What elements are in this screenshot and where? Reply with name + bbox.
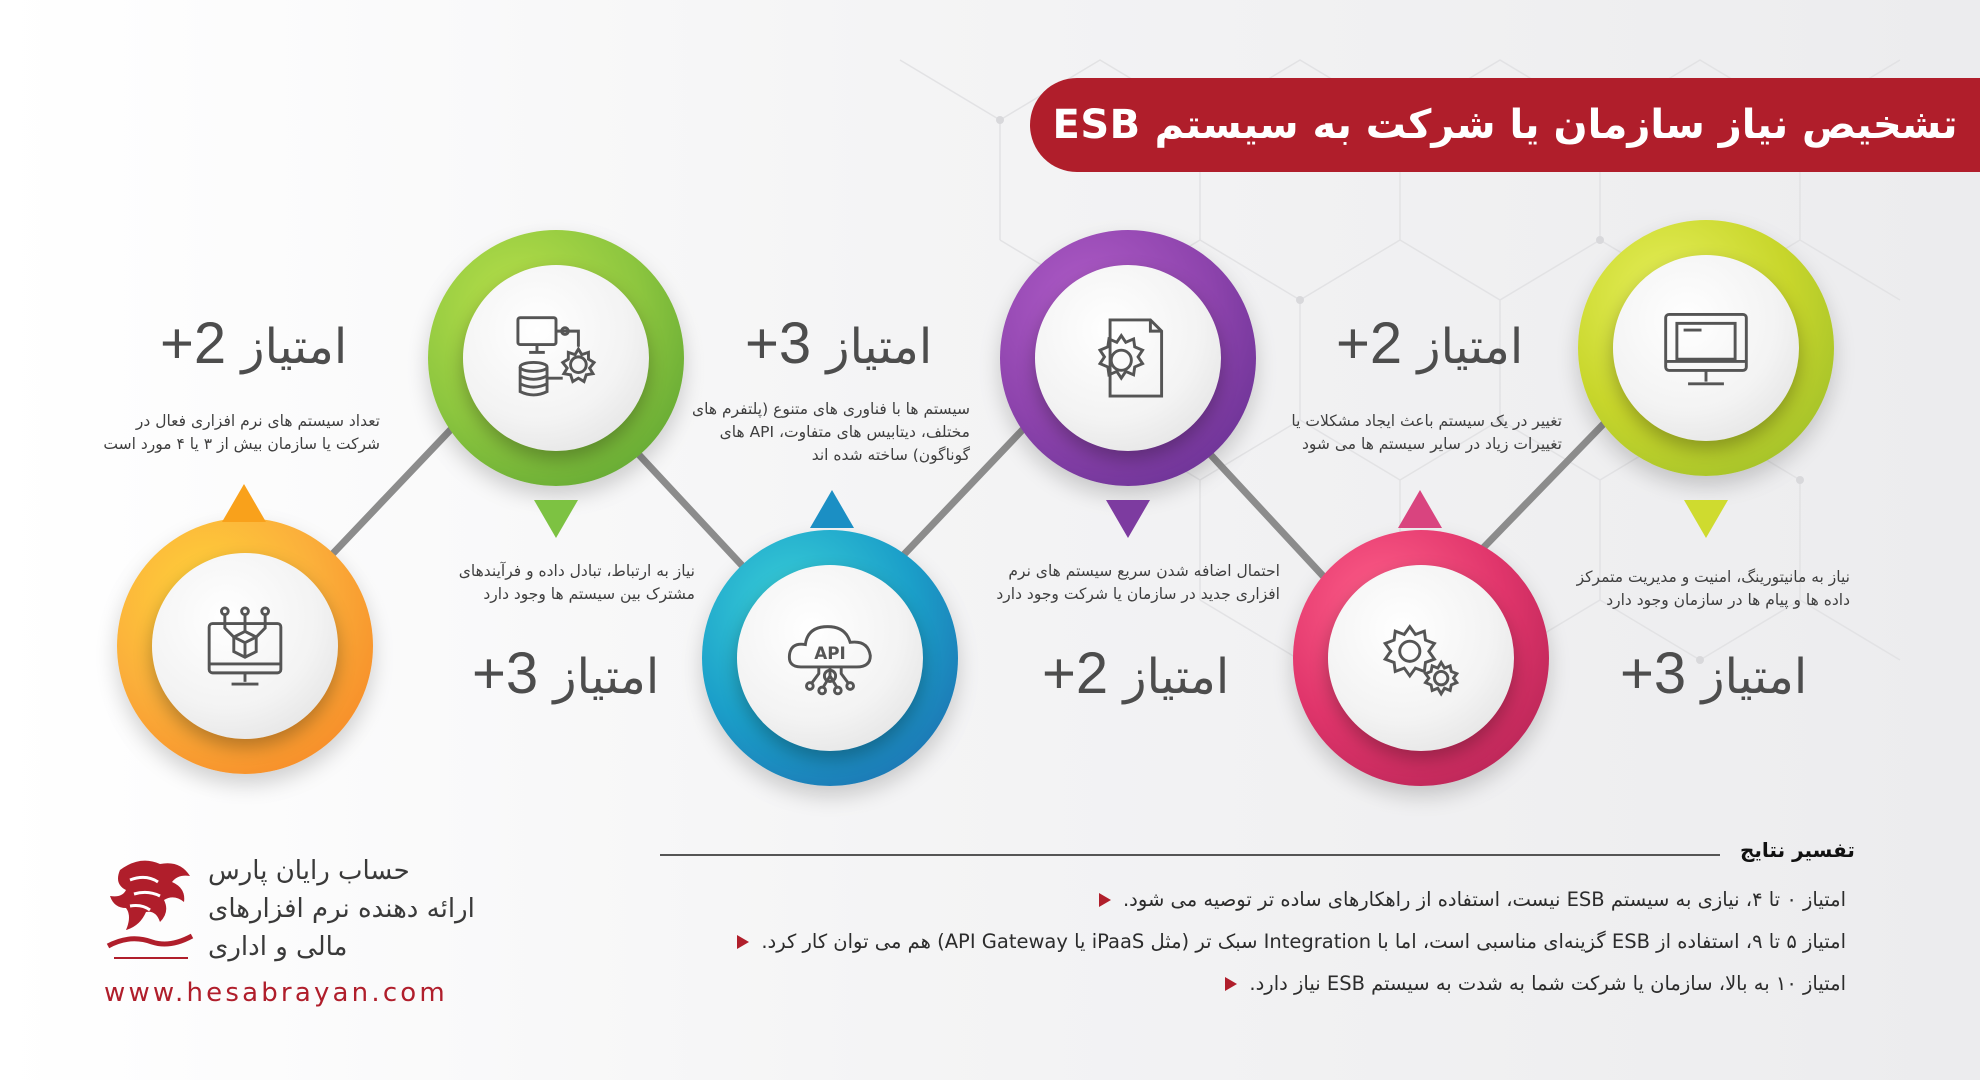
score-number: 2+	[1042, 641, 1109, 706]
score-4	[1042, 640, 1229, 707]
bullet-icon	[737, 935, 749, 949]
score-number: 2+	[1336, 311, 1403, 376]
result-text: امتیاز ۰ تا ۴، نیازی به سیستم ESB نیست، استفاده از راهکارهای ساده تر توصیه می شود.	[1122, 888, 1846, 911]
pointer-triangle-6	[1684, 500, 1728, 538]
result-line-3	[1225, 972, 1846, 995]
brand-tagline-2: مالی و اداری	[208, 932, 348, 962]
score-label: امتیاز	[1701, 649, 1808, 705]
score-3	[745, 310, 932, 377]
pointer-triangle-1	[222, 484, 266, 522]
api-cloud-icon	[774, 602, 886, 714]
description-6: نیاز به مانیتورینگ، امنیت و مدیریت متمرکز داده ها و پیام ها در سازمان وجود دارد	[1576, 568, 1850, 609]
description-1: تعداد سیستم های نرم افزاری فعال در شرکت یا سازمان بیش از ۳ یا ۴ مورد است	[103, 412, 380, 453]
bullet-icon	[1225, 977, 1237, 991]
cube-monitor-icon	[189, 590, 301, 702]
score-number: 3+	[472, 641, 539, 706]
result-text: امتیاز ۱۰ به بالا، سازمان یا شرکت شما به شدت به سیستم ESB نیاز دارد.	[1249, 972, 1846, 995]
score-label: امتیاز	[241, 319, 348, 375]
brand-logo	[100, 850, 200, 970]
step-circle-5	[1293, 530, 1549, 786]
score-label: امتیاز	[826, 319, 933, 375]
score-number: 3+	[745, 311, 812, 376]
results-divider	[660, 854, 1720, 856]
pointer-triangle-2	[534, 500, 578, 538]
step-circle-6	[1578, 220, 1834, 476]
pointer-triangle-3	[810, 490, 854, 528]
description-2: نیاز به ارتباط، تبادل داده و فرآیندهای مشترک بین سیستم ها وجود دارد	[458, 562, 695, 603]
bullet-icon	[1099, 893, 1111, 907]
brand-tagline-1: ارائه دهنده نرم افزارهای	[208, 894, 475, 924]
score-number: 2+	[160, 311, 227, 376]
page-title: تشخیص نیاز سازمان یا شرکت به سیستم ESB	[1052, 102, 1958, 148]
gears-icon	[1365, 602, 1477, 714]
score-label: امتیاز	[1417, 319, 1524, 375]
description-3: سیستم ها با فناوری های متنوع (پلتفرم های مختلف، دیتابیس های متفاوت، API های گوناگون) ساخته شده اند	[692, 400, 970, 464]
score-number: 3+	[1620, 641, 1687, 706]
svg-text:API: API	[814, 643, 846, 664]
description-4: احتمال اضافه شدن سریع سیستم های نرم افزاری جدید در سازمان یا شرکت وجود دارد	[996, 562, 1280, 603]
computer-database-gear-icon	[500, 302, 612, 414]
result-text: امتیاز ۵ تا ۹، استفاده از ESB گزینه‌ای مناسبی است، اما با Integration سبک تر (مثل iPaaS یا API Gateway) هم می توان کار کرد.	[761, 930, 1846, 953]
pointer-triangle-4	[1106, 500, 1150, 538]
website-link[interactable]: www.hesabrayan.com	[104, 978, 448, 1008]
score-label: امتیاز	[553, 649, 660, 705]
result-line-1	[1099, 888, 1846, 911]
score-2	[472, 640, 659, 707]
score-6	[1620, 640, 1807, 707]
step-circle-1	[117, 518, 373, 774]
step-circle-2	[428, 230, 684, 486]
score-5	[1336, 310, 1523, 377]
step-circle-3	[702, 530, 958, 786]
result-line-2	[737, 930, 1846, 953]
document-gear-icon	[1072, 302, 1184, 414]
results-title: تفسیر نتایج	[1740, 838, 1855, 862]
pointer-triangle-5	[1398, 490, 1442, 528]
monitor-icon	[1650, 292, 1762, 404]
brand-name: حساب رایان پارس	[208, 856, 410, 886]
score-label: امتیاز	[1123, 649, 1230, 705]
step-circle-4	[1000, 230, 1256, 486]
score-1	[160, 310, 347, 377]
title-banner	[1030, 78, 1980, 172]
description-5: تغییر در یک سیستم باعث ایجاد مشکلات یا تغییرات زیاد در سایر سیستم ها می شود	[1291, 412, 1562, 453]
